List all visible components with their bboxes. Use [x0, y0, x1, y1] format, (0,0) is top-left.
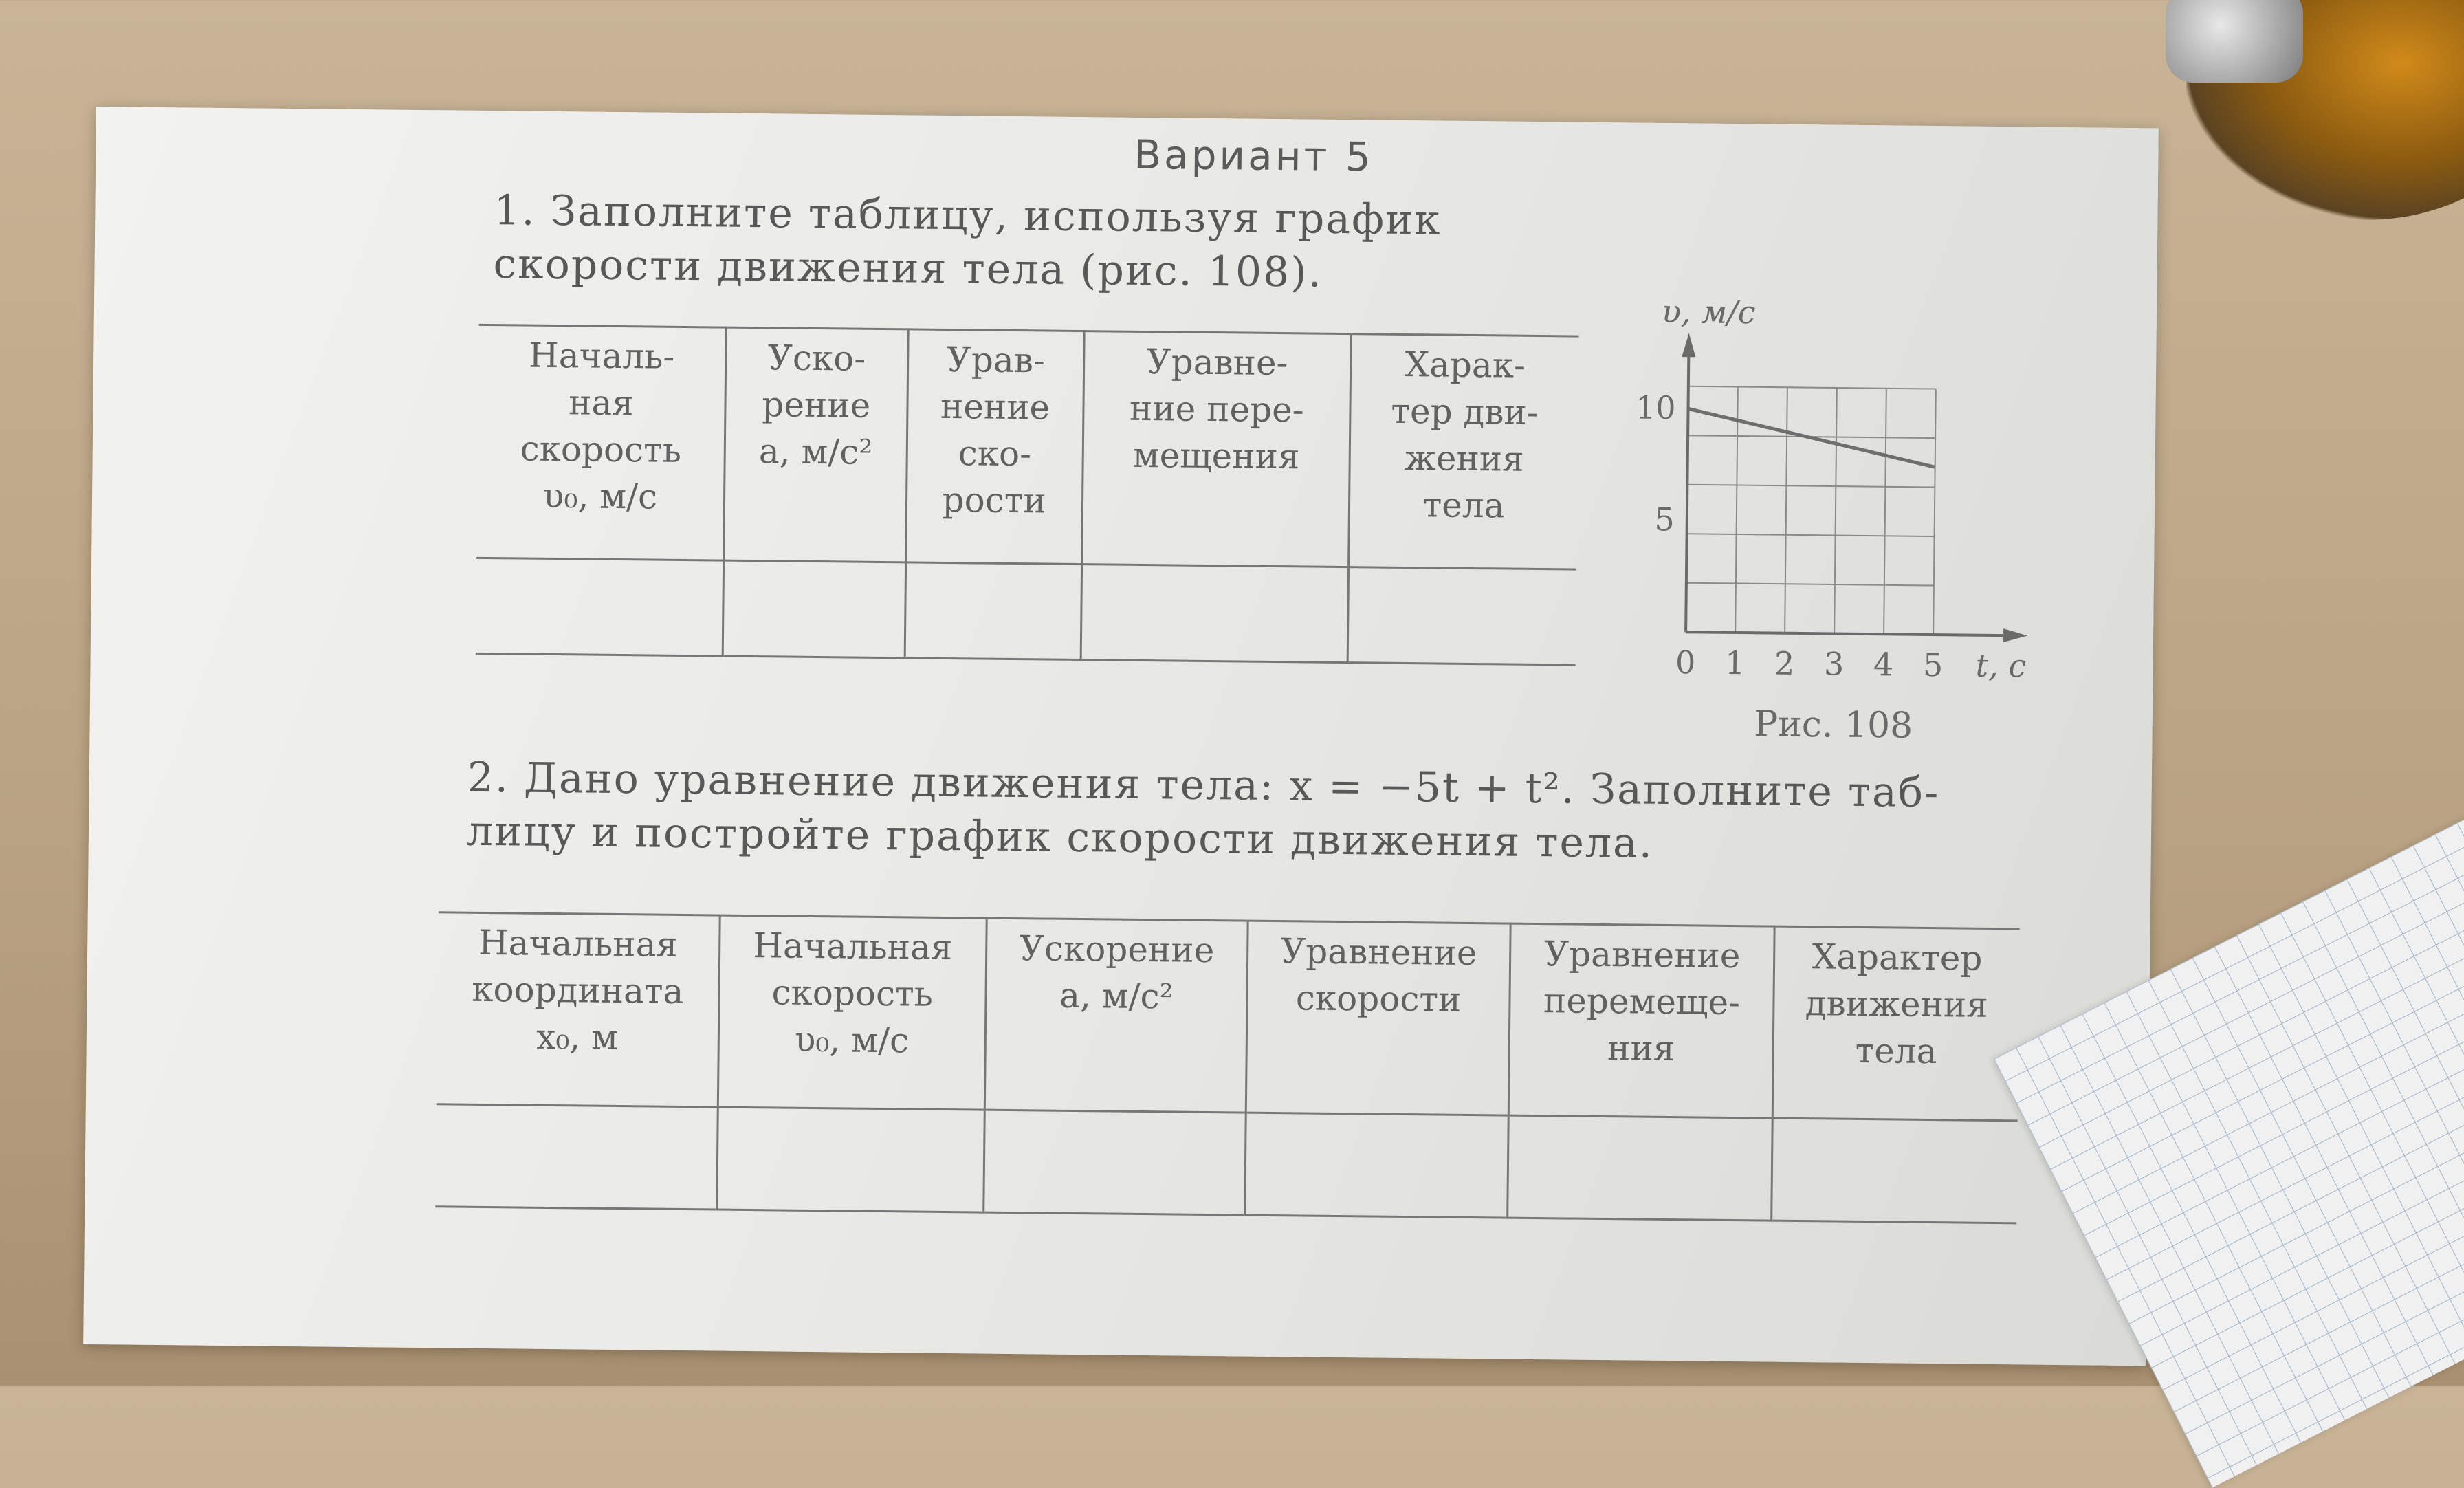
- task2-header-cell: Уравнение перемеще- ния: [1509, 923, 1774, 1118]
- task2-line1: 2. Дано уравнение движения тела: x = −5t + t². Заполните таб-: [467, 753, 1940, 818]
- answer-cell[interactable]: [1245, 1113, 1509, 1218]
- grid-line-horizontal: [1687, 534, 1935, 536]
- answer-cell[interactable]: [984, 1110, 1246, 1215]
- x-tick-label: 2: [1774, 644, 1795, 682]
- task2-header-cell: Начальная скорость υ₀, м/с: [718, 915, 987, 1110]
- answer-cell[interactable]: [1508, 1115, 1772, 1221]
- grid-line-vertical: [1735, 387, 1738, 633]
- variant-title: Вариант 5: [1133, 131, 1374, 181]
- task1-header-row: [476, 325, 1578, 569]
- task1-answer-row: [476, 558, 1576, 665]
- task1-header-cell: Уравне- ние пере- мещения: [1081, 331, 1351, 567]
- task1-line2: скорости движения тела (рис. 108).: [493, 240, 1323, 297]
- task2-header-cell: Ускорение a, м/с²: [984, 918, 1248, 1113]
- task2-answer-row: [435, 1104, 2017, 1223]
- grid-line-vertical: [1933, 389, 1936, 635]
- y-axis-arrow: [1682, 333, 1695, 357]
- answer-cell[interactable]: [476, 558, 724, 656]
- task2-header-cell: Характер движения тела: [1772, 926, 2020, 1121]
- task1-line1: 1. Заполните таблицу, используя график: [494, 186, 1442, 245]
- chart-y-axis-label: υ, м/с: [1661, 292, 1756, 331]
- y-tick-label: 5: [1654, 501, 1675, 538]
- figure-caption: Рис. 108: [1753, 703, 1913, 747]
- y-tick-label: 10: [1635, 389, 1676, 427]
- task1-header-cell: Уско- рение a, м/с²: [724, 327, 908, 562]
- metal-clip: [2166, 0, 2303, 83]
- y-axis-line: [1686, 350, 1688, 632]
- worksheet: [83, 107, 2159, 1366]
- answer-cell[interactable]: [1348, 567, 1576, 665]
- task2-header-cell: Начальная координата x₀, м: [437, 912, 720, 1107]
- grid-line-vertical: [1834, 388, 1837, 633]
- answer-cell[interactable]: [1771, 1118, 2017, 1223]
- grid-line-vertical: [1884, 389, 1886, 634]
- velocity-chart: [1602, 205, 2103, 774]
- x-tick-label: 0: [1675, 644, 1696, 681]
- chart-x-axis-label: t, с: [1975, 646, 2027, 685]
- chart-axes: [1679, 333, 2031, 642]
- x-axis-arrow: [2003, 628, 2027, 642]
- task2-table: [435, 911, 2019, 1224]
- x-tick-label: 3: [1823, 645, 1845, 683]
- task2-header-row: [437, 912, 2020, 1121]
- x-tick-label: 5: [1922, 646, 1944, 684]
- chart-grid: [1686, 386, 1936, 635]
- answer-cell[interactable]: [905, 562, 1081, 660]
- answer-cell[interactable]: [716, 1107, 984, 1212]
- answer-cell[interactable]: [1081, 565, 1349, 663]
- x-tick-label: 1: [1724, 644, 1746, 682]
- task2-header-cell: Уравнение скорости: [1246, 921, 1510, 1115]
- grid-line-horizontal: [1688, 386, 1936, 389]
- task1-header-cell: Харак- тер дви- жения тела: [1349, 334, 1579, 569]
- answer-cell[interactable]: [723, 560, 905, 658]
- grid-line-horizontal: [1686, 583, 1934, 586]
- x-tick-label: 4: [1873, 646, 1894, 683]
- grid-line-vertical: [1785, 387, 1788, 633]
- x-axis-line: [1686, 632, 2003, 635]
- task1-header-cell: Урав- нение ско- рости: [905, 329, 1084, 565]
- task1-table: [476, 324, 1579, 666]
- grid-line-horizontal: [1687, 485, 1935, 488]
- task1-header-cell: Началь- ная скорость υ₀, м/с: [476, 325, 726, 560]
- task2-line2: лицу и постройте график скорости движения тела.: [466, 807, 1654, 868]
- answer-cell[interactable]: [435, 1104, 718, 1210]
